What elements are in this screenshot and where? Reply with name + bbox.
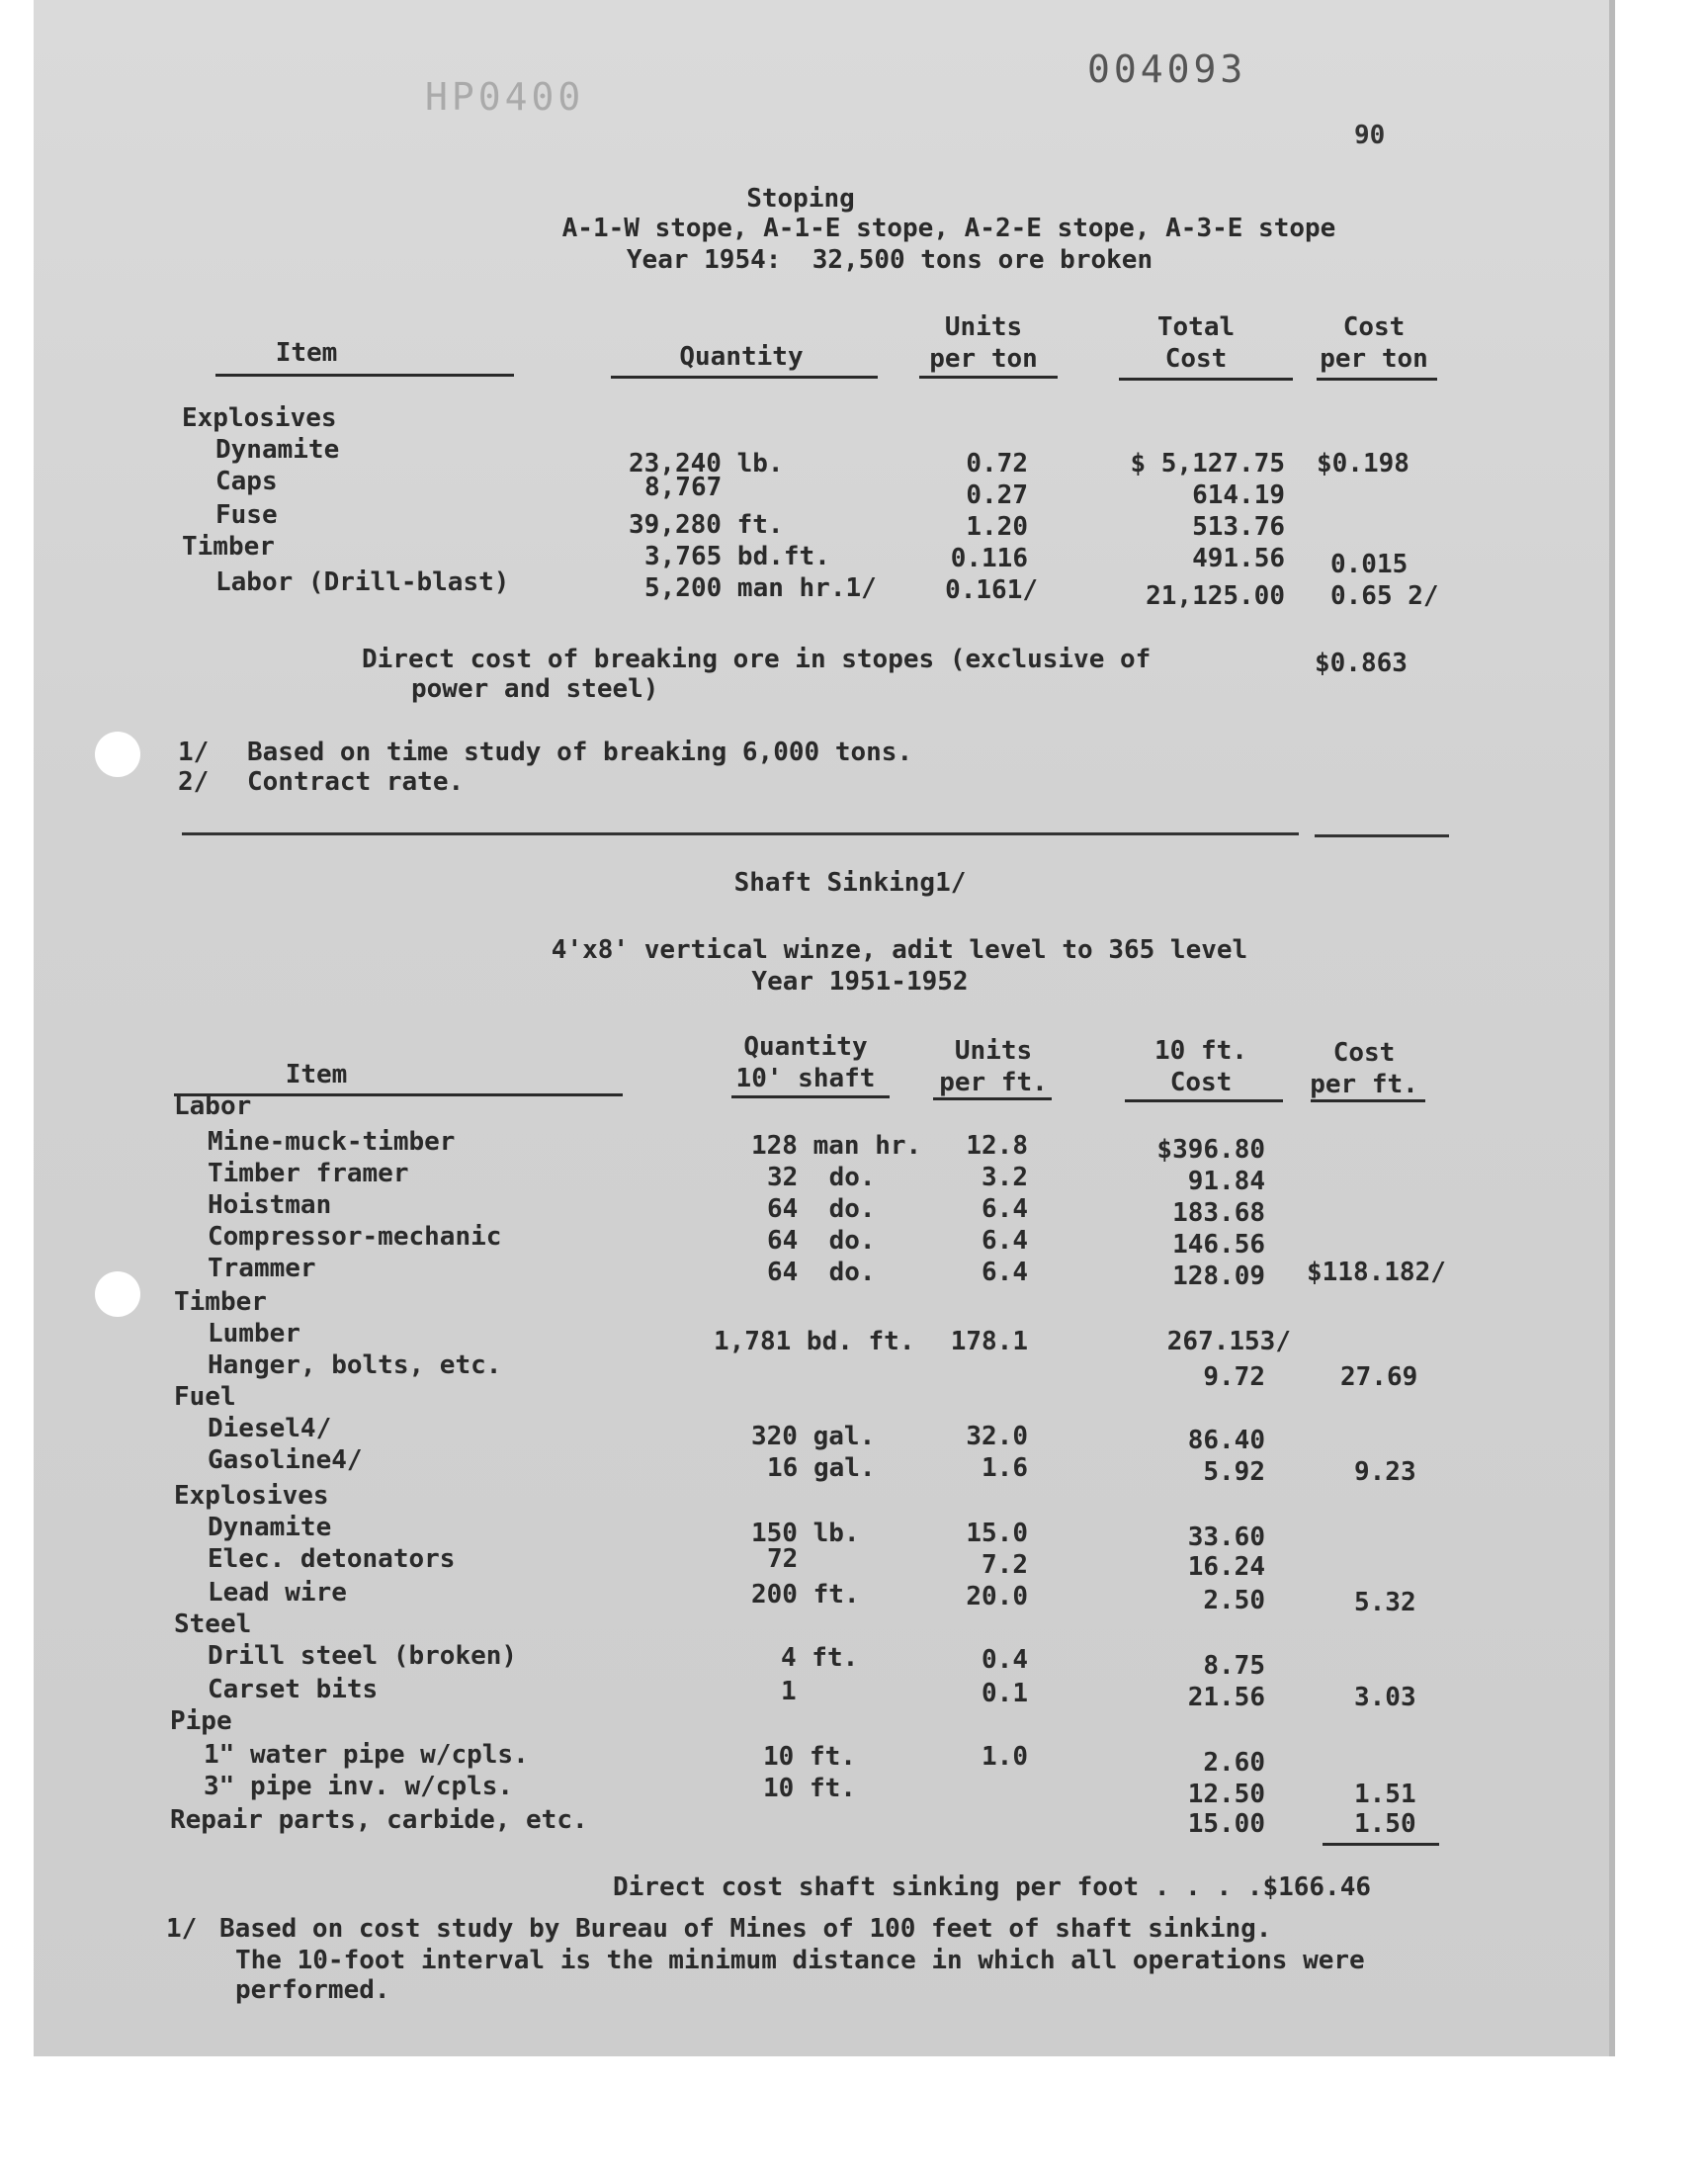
shaft-col-cpf-2: per ft. — [1310, 1070, 1418, 1099]
shaft-col-item: Item — [285, 1060, 348, 1089]
shaft-units-lead-wire: 20.0 — [966, 1582, 1028, 1611]
shaft-item-fuel: Fuel — [174, 1382, 236, 1412]
stoping-col-units-1: Units — [944, 312, 1023, 342]
shaft-item-hoistman: Hoistman — [208, 1190, 332, 1220]
stoping-item-caps: Caps — [215, 467, 278, 496]
stoping-qty-timber: 3,765 bd.ft. — [644, 542, 830, 571]
shaft-item-timber-framer: Timber framer — [208, 1159, 409, 1188]
shaft-qty-diesel: 320 gal. — [751, 1422, 876, 1451]
shaft-cost10-dynamite: 33.60 — [1187, 1522, 1265, 1552]
shaft-units-timber-framer: 3.2 — [982, 1163, 1028, 1192]
shaft-title: Shaft Sinking1/ — [733, 868, 967, 898]
shaft-qty-mine-muck-timber: 128 man hr. — [751, 1131, 922, 1161]
stoping-cost-labor: 0.65 2/ — [1330, 581, 1439, 611]
stoping-col-cost-2: per ton — [1320, 344, 1428, 374]
shaft-underline-units — [933, 1097, 1052, 1100]
shaft-item-labor: Labor — [174, 1091, 252, 1121]
stoping-col-item: Item — [275, 338, 338, 368]
shaft-units-compressor-mechanic: 6.4 — [982, 1226, 1028, 1256]
shaft-item-compressor-mechanic: Compressor-mechanic — [208, 1222, 502, 1252]
shaft-qty-lead-wire: 200 ft. — [751, 1580, 860, 1610]
shaft-item-carset-bits: Carset bits — [208, 1675, 379, 1704]
shaft-costft-repair: 1.50 — [1354, 1809, 1416, 1839]
stoping-item-dynamite: Dynamite — [215, 435, 340, 465]
shaft-item-timber: Timber — [174, 1287, 267, 1317]
shaft-qty-trammer: 64 do. — [767, 1258, 876, 1287]
shaft-qty-compressor-mechanic: 64 do. — [767, 1226, 876, 1256]
shaft-cost10-diesel: 86.40 — [1187, 1426, 1265, 1455]
shaft-cost10-elec-detonators: 16.24 — [1187, 1552, 1265, 1582]
shaft-units-elec-detonators: 7.2 — [982, 1550, 1028, 1580]
shaft-cost10-mine-muck-timber: $396.80 — [1156, 1135, 1265, 1165]
shaft-item-lumber: Lumber — [208, 1319, 300, 1348]
stoping-item-timber: Timber — [182, 532, 275, 562]
stoping-units-dynamite: 0.72 — [966, 449, 1028, 478]
stamp-number: 004093 — [1087, 47, 1247, 91]
shaft-qty-gasoline: 16 gal. — [767, 1453, 876, 1483]
shaft-qty-carset-bits: 1 — [781, 1677, 797, 1706]
shaft-qty-drill-steel: 4 ft. — [781, 1643, 859, 1673]
shaft-cost10-lumber: 267.153/ — [1166, 1327, 1291, 1356]
stoping-col-cost-1: Cost — [1342, 312, 1406, 342]
shaft-costft-pipe: 1.51 — [1354, 1780, 1416, 1809]
shaft-units-water-pipe: 1.0 — [982, 1742, 1028, 1772]
shaft-item-hanger-bolts: Hanger, bolts, etc. — [208, 1350, 502, 1380]
section-divider-right — [1315, 834, 1449, 837]
stoping-underline-quantity — [611, 376, 878, 379]
shaft-item-lead-wire: Lead wire — [208, 1578, 347, 1608]
shaft-item-steel: Steel — [174, 1610, 252, 1639]
shaft-costft-explosives: 5.32 — [1354, 1588, 1416, 1617]
stoping-item-explosives: Explosives — [182, 403, 337, 433]
shaft-cost10-compressor-mechanic: 146.56 — [1172, 1230, 1265, 1260]
stoping-col-total-2: Cost — [1164, 344, 1228, 374]
shaft-costft-steel: 3.03 — [1354, 1683, 1416, 1712]
shaft-year-line: Year 1951-1952 — [751, 967, 969, 997]
stoping-item-labor: Labor (Drill-blast) — [215, 567, 510, 597]
stoping-direct-label-1: Direct cost of breaking ore in stopes (exclusive of — [362, 645, 1152, 674]
shaft-cost10-pipe-inv: 12.50 — [1187, 1780, 1265, 1809]
stoping-col-quantity: Quantity — [679, 342, 804, 372]
page-edge-shadow — [1609, 0, 1615, 2056]
shaft-units-drill-steel: 0.4 — [982, 1645, 1028, 1675]
shaft-cost10-drill-steel: 8.75 — [1203, 1651, 1265, 1681]
shaft-item-trammer: Trammer — [208, 1254, 316, 1283]
stoping-units-caps: 0.27 — [966, 480, 1028, 510]
stoping-qty-dynamite: 23,240 lb. — [629, 449, 784, 478]
shaft-col-units-1: Units — [954, 1036, 1033, 1066]
shaft-col-ten-2: Cost — [1169, 1068, 1233, 1097]
shaft-item-explosives: Explosives — [174, 1481, 329, 1511]
shaft-units-trammer: 6.4 — [982, 1258, 1028, 1287]
shaft-item-pipe: Pipe — [170, 1706, 232, 1736]
stoping-units-labor: 0.161/ — [945, 575, 1038, 605]
stoping-underline-cost — [1317, 378, 1437, 381]
shaft-costft-timber: 27.69 — [1340, 1362, 1418, 1392]
shaft-item-diesel: Diesel4/ — [208, 1414, 332, 1443]
shaft-item-elec-detonators: Elec. detonators — [208, 1544, 456, 1574]
stoping-underline-units — [919, 376, 1058, 379]
stoping-footnote-2: Contract rate. — [247, 767, 465, 797]
shaft-subtitle: 4'x8' vertical winze, adit level to 365 level — [551, 935, 1248, 965]
shaft-col-ten-1: 10 ft. — [1154, 1036, 1247, 1066]
shaft-qty-hoistman: 64 do. — [767, 1194, 876, 1224]
shaft-cost10-lead-wire: 2.50 — [1203, 1586, 1265, 1615]
shaft-cost10-hanger-bolts: 9.72 — [1203, 1362, 1265, 1392]
shaft-qty-timber-framer: 32 do. — [767, 1163, 876, 1192]
stoping-qty-caps: 8,767 — [644, 473, 723, 502]
shaft-units-diesel: 32.0 — [966, 1422, 1028, 1451]
shaft-qty-pipe-inv: 10 ft. — [763, 1774, 856, 1803]
stoping-total-fuse: 513.76 — [1192, 512, 1285, 542]
shaft-item-water-pipe: 1" water pipe w/cpls. — [204, 1740, 529, 1770]
stoping-units-timber: 0.116 — [950, 544, 1028, 573]
shaft-qty-dynamite: 150 lb. — [751, 1519, 860, 1548]
stoping-qty-labor: 5,200 man hr.1/ — [644, 573, 877, 603]
stoping-footnote-1: Based on time study of breaking 6,000 tons. — [247, 738, 913, 767]
stoping-direct-label-2: power and steel) — [411, 674, 659, 704]
stoping-title: Stoping — [746, 184, 855, 214]
stoping-units-fuse: 1.20 — [966, 512, 1028, 542]
stoping-subtitle: A-1-W stope, A-1-E stope, A-2-E stope, A-3-E stope — [561, 214, 1336, 243]
shaft-col-qty-2: 10' shaft — [735, 1064, 876, 1093]
shaft-item-dynamite: Dynamite — [208, 1513, 332, 1542]
stoping-underline-total — [1119, 378, 1293, 381]
shaft-units-gasoline: 1.6 — [982, 1453, 1028, 1483]
stoping-cost-timber: 0.015 — [1330, 550, 1409, 579]
shaft-costft-fuel: 9.23 — [1354, 1457, 1416, 1487]
stoping-underline-item — [215, 374, 514, 377]
stoping-item-fuse: Fuse — [215, 500, 278, 530]
shaft-col-cpf-1: Cost — [1332, 1038, 1396, 1068]
stoping-total-caps: 614.19 — [1192, 480, 1285, 510]
stoping-col-total-1: Total — [1156, 312, 1236, 342]
shaft-item-repair-parts: Repair parts, carbide, etc. — [170, 1805, 588, 1835]
shaft-units-lumber: 178.1 — [950, 1327, 1028, 1356]
shaft-units-carset-bits: 0.1 — [982, 1679, 1028, 1708]
shaft-col-units-2: per ft. — [939, 1068, 1048, 1097]
stoping-col-units-2: per ton — [929, 344, 1038, 374]
stoping-total-timber: 491.56 — [1192, 544, 1285, 573]
shaft-units-hoistman: 6.4 — [982, 1194, 1028, 1224]
shaft-cost10-timber-framer: 91.84 — [1187, 1167, 1265, 1196]
shaft-underline-qty — [731, 1095, 890, 1098]
shaft-costft-labor: $118.182/ — [1307, 1258, 1446, 1287]
shaft-total-underline — [1323, 1843, 1439, 1846]
shaft-col-qty-1: Quantity — [743, 1032, 868, 1062]
shaft-cost10-trammer: 128.09 — [1172, 1262, 1265, 1291]
shaft-item-gasoline: Gasoline4/ — [208, 1445, 363, 1475]
stoping-direct-value: $0.863 — [1315, 649, 1408, 678]
shaft-item-mine-muck-timber: Mine-muck-timber — [208, 1127, 456, 1157]
shaft-units-dynamite: 15.0 — [966, 1519, 1028, 1548]
punch-hole-bottom — [95, 1271, 140, 1317]
page-number: 90 — [1354, 121, 1386, 150]
stoping-footnote-1-mark: 1/ — [178, 738, 210, 767]
stoping-total-dynamite: $ 5,127.75 — [1130, 449, 1285, 478]
shaft-direct-line: Direct cost shaft sinking per foot . . . .$166.46 — [613, 1872, 1372, 1902]
shaft-units-mine-muck-timber: 12.8 — [966, 1131, 1028, 1161]
stoping-cost-dynamite: $0.198 — [1317, 449, 1409, 478]
shaft-cost10-hoistman: 183.68 — [1172, 1198, 1265, 1228]
section-divider-left — [182, 832, 1299, 835]
stoping-year-line: Year 1954: 32,500 tons ore broken — [626, 245, 1153, 275]
stoping-qty-fuse: 39,280 ft. — [629, 510, 784, 540]
stoping-total-labor: 21,125.00 — [1146, 581, 1285, 611]
shaft-item-pipe-inv: 3" pipe inv. w/cpls. — [204, 1772, 514, 1801]
shaft-footnote-1: Based on cost study by Bureau of Mines of 100 feet of shaft sinking. — [219, 1914, 1272, 1944]
shaft-cost10-carset-bits: 21.56 — [1187, 1683, 1265, 1712]
shaft-underline-cpf — [1311, 1099, 1425, 1102]
shaft-item-drill-steel: Drill steel (broken) — [208, 1641, 518, 1671]
shaft-footnote-3: performed. — [235, 1975, 390, 2005]
shaft-cost10-gasoline: 5.92 — [1203, 1457, 1265, 1487]
stoping-footnote-2-mark: 2/ — [178, 767, 210, 797]
shaft-footnote-mark: 1/ — [166, 1914, 198, 1944]
shaft-cost10-water-pipe: 2.60 — [1203, 1748, 1265, 1778]
shaft-qty-lumber: 1,781 bd. ft. — [714, 1327, 915, 1356]
faint-stamp-number: HP0400 — [425, 75, 585, 119]
shaft-footnote-2: The 10-foot interval is the minimum distance in which all operations were — [235, 1946, 1365, 1975]
shaft-qty-water-pipe: 10 ft. — [763, 1742, 856, 1772]
shaft-cost10-repair-parts: 15.00 — [1187, 1809, 1265, 1839]
punch-hole-top — [95, 732, 140, 777]
shaft-qty-elec-detonators: 72 — [767, 1544, 799, 1574]
shaft-underline-ten — [1125, 1099, 1283, 1102]
